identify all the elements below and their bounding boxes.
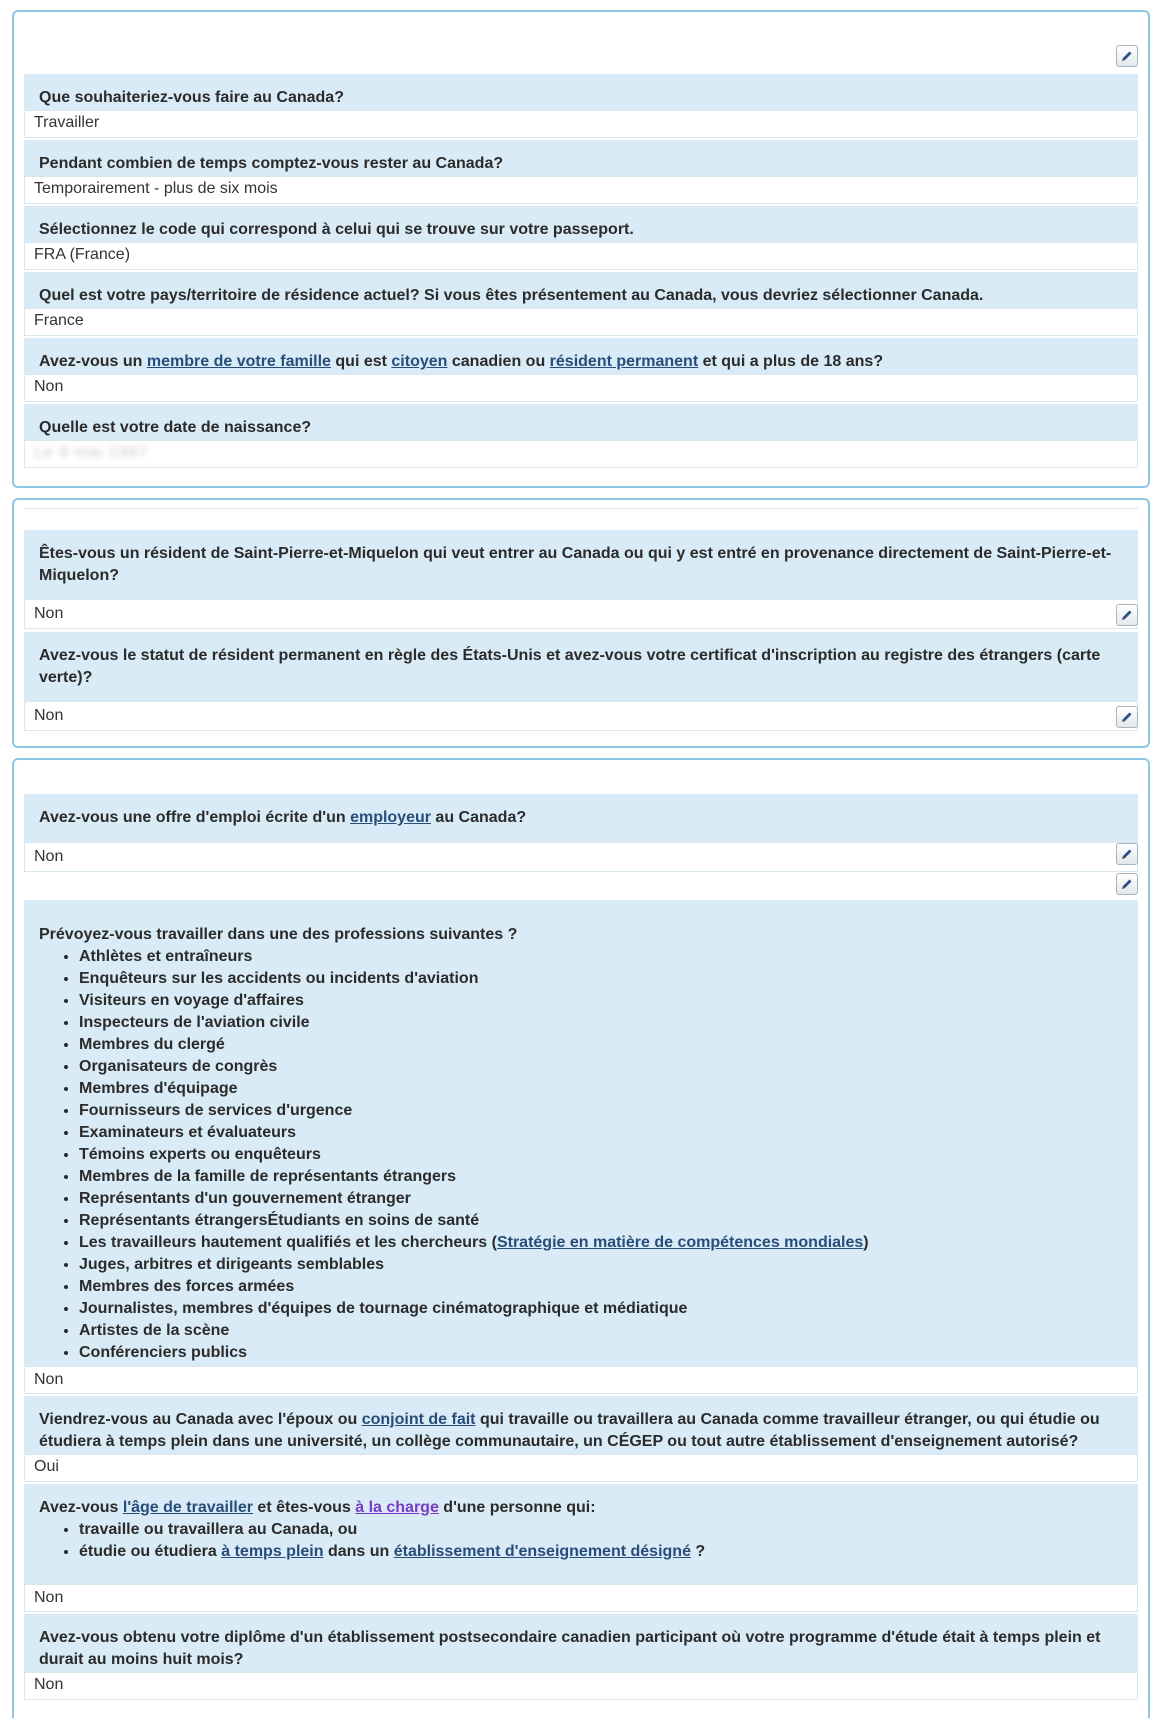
question-professions: Prévoyez-vous travailler dans une des professions suivantes ? • Athlètes et entraîneurs • Enquêteurs sur les accidents ou incidents d'aviation • Visiteurs en voyage d'affaires • Inspecteurs de l'aviation civile • Membres du clergé • Organisateurs de congrès • Membres d'équipage • Fournisseurs de services d'urgence • Examinateurs et évaluateurs • Témoins experts ou enquêteurs • Membres de la famille de représentants étrangers • Représentants d'un gouvernement étranger • Représentants étrangersÉtudiants en soins de santé • Les travailleurs hautement qualifiés et les chercheurs (Stratégie en matière de compétences mondiales) • Juges, arbitres et dirigeants semblables • Membres des forces armées • Journalistes, membres d'équipes de tournage cinématographique et médiatique • Artistes de la scène • Conférenciers publics [24,900,1138,1366]
list-item: • Représentants d'un gouvernement étranger [79,1188,1123,1210]
question: Pendant combien de temps comptez-vous rester au Canada? [24,140,1138,188]
list-item: • Organisateurs de congrès [79,1056,1123,1078]
list-item: • Membres des forces armées [79,1276,1123,1298]
pencil-icon [1121,848,1133,860]
question: Avez-vous l'âge de travailler et êtes-vous à la charge d'une personne qui: • travaille ou travaillera au Canada, ou • étudie ou étudiera à temps plein dans un établissement d'enseignement désigné ? [24,1484,1138,1584]
question: Avez-vous un membre de votre famille qui est citoyen canadien ou résident permanent et qui a plus de 18 ans? [24,338,1138,386]
list-item: • travaille ou travaillera au Canada, ou [79,1519,1123,1541]
answer: France [24,308,1138,336]
pencil-icon [1121,609,1133,621]
list-item: • Fournisseurs de services d'urgence [79,1100,1123,1122]
answer: Non [24,599,1138,629]
pencil-icon [1121,878,1133,890]
edit-button[interactable] [1116,45,1138,67]
list-item: • Représentants étrangersÉtudiants en soins de santé [79,1210,1123,1232]
edit-button[interactable] [1116,604,1138,626]
panel-eligibility-2 [12,498,1150,748]
link-full-time[interactable]: à temps plein [221,1543,324,1560]
link-global-skills-strategy[interactable]: Stratégie en matière de compétences mondiales [496,1234,864,1251]
list-item: • Conférenciers publics [79,1342,1123,1364]
answer: FRA (France) [24,242,1138,270]
answer: Non [24,1672,1138,1700]
answer: Non [24,1366,1138,1394]
answer: Non [24,842,1138,872]
pencil-icon [1121,711,1133,723]
answer: Non [24,701,1138,731]
pencil-icon [1121,50,1133,62]
list-item: • Visiteurs en voyage d'affaires [79,990,1123,1012]
list-item: • Membres de la famille de représentants étrangers [79,1166,1123,1188]
answer: Non [24,1584,1138,1612]
question: Que souhaiteriez-vous faire au Canada? [24,74,1138,122]
link-permanent-resident[interactable]: résident permanent [549,353,699,370]
list-item: • Enquêteurs sur les accidents ou incidents d'aviation [79,968,1123,990]
question: Avez-vous une offre d'emploi écrite d'un employeur au Canada? [24,794,1138,842]
list-item: • Membres d'équipage [79,1078,1123,1100]
question: Êtes-vous un résident de Saint-Pierre-et-Miquelon qui veut entrer au Canada ou qui y est entré en provenance directement de Saint-Pierre-et-Miquelon? [24,530,1138,599]
panel-eligibility-1 [12,10,1150,488]
list-item: • Juges, arbitres et dirigeants semblables [79,1254,1123,1276]
answer: Travailler [24,110,1138,138]
list-item: • Athlètes et entraîneurs [79,946,1123,968]
professions-list [39,946,1123,1364]
link-dependent[interactable]: à la charge [355,1499,439,1516]
answer-birthdate-redacted: Le 9 mai 1987 [24,440,1138,468]
list-item: • Journalistes, membres d'équipes de tournage cinématographique et médiatique [79,1298,1123,1320]
question: Quel est votre pays/territoire de résidence actuel? Si vous êtes présentement au Canada, vous devriez sélectionner Canada. [24,272,1138,320]
edit-button[interactable] [1116,873,1138,895]
list-item: • Artistes de la scène [79,1320,1123,1342]
list-item: • Témoins experts ou enquêteurs [79,1144,1123,1166]
list-item: • étudie ou étudiera à temps plein dans un établissement d'enseignement désigné ? [79,1541,1123,1563]
question: Quelle est votre date de naissance? [24,404,1138,452]
question: Avez-vous le statut de résident permanent en règle des États-Unis et avez-vous votre certificat d'inscription au registre des étrangers (carte verte)? [24,632,1138,701]
dependent-conditions-list [39,1519,1123,1563]
question: Viendrez-vous au Canada avec l'époux ou conjoint de fait qui travaille ou travaillera au Canada comme travailleur étranger, ou qui étudie ou étudiera à temps plein dans une université, un collège communautaire, un CÉGEP ou tout autre établissement d'enseignement autorisé? [24,1396,1138,1466]
divider [24,508,1138,509]
link-employer[interactable]: employeur [350,809,431,826]
link-citizen[interactable]: citoyen [391,353,448,370]
link-designated-institution[interactable]: établissement d'enseignement désigné [393,1543,691,1560]
edit-button[interactable] [1116,706,1138,728]
answer: Oui [24,1454,1138,1482]
answer: Non [24,374,1138,402]
list-item: • Membres du clergé [79,1034,1123,1056]
answer: Temporairement - plus de six mois [24,176,1138,204]
link-common-law-partner[interactable]: conjoint de fait [361,1411,476,1428]
list-item: • Examinateurs et évaluateurs [79,1122,1123,1144]
link-working-age[interactable]: l'âge de travailler [122,1499,253,1516]
panel-eligibility-3 [12,758,1150,1718]
link-family-member[interactable]: membre de votre famille [146,353,331,370]
question: Avez-vous obtenu votre diplôme d'un établissement postsecondaire canadien participant où votre programme d'étude était à temps plein et durait au moins huit mois? [24,1614,1138,1684]
edit-button[interactable] [1116,843,1138,865]
list-item: • Inspecteurs de l'aviation civile [79,1012,1123,1034]
list-item: • Les travailleurs hautement qualifiés et les chercheurs (Stratégie en matière de compétences mondiales) [79,1232,1123,1254]
question: Sélectionnez le code qui correspond à celui qui se trouve sur votre passeport. [24,206,1138,254]
